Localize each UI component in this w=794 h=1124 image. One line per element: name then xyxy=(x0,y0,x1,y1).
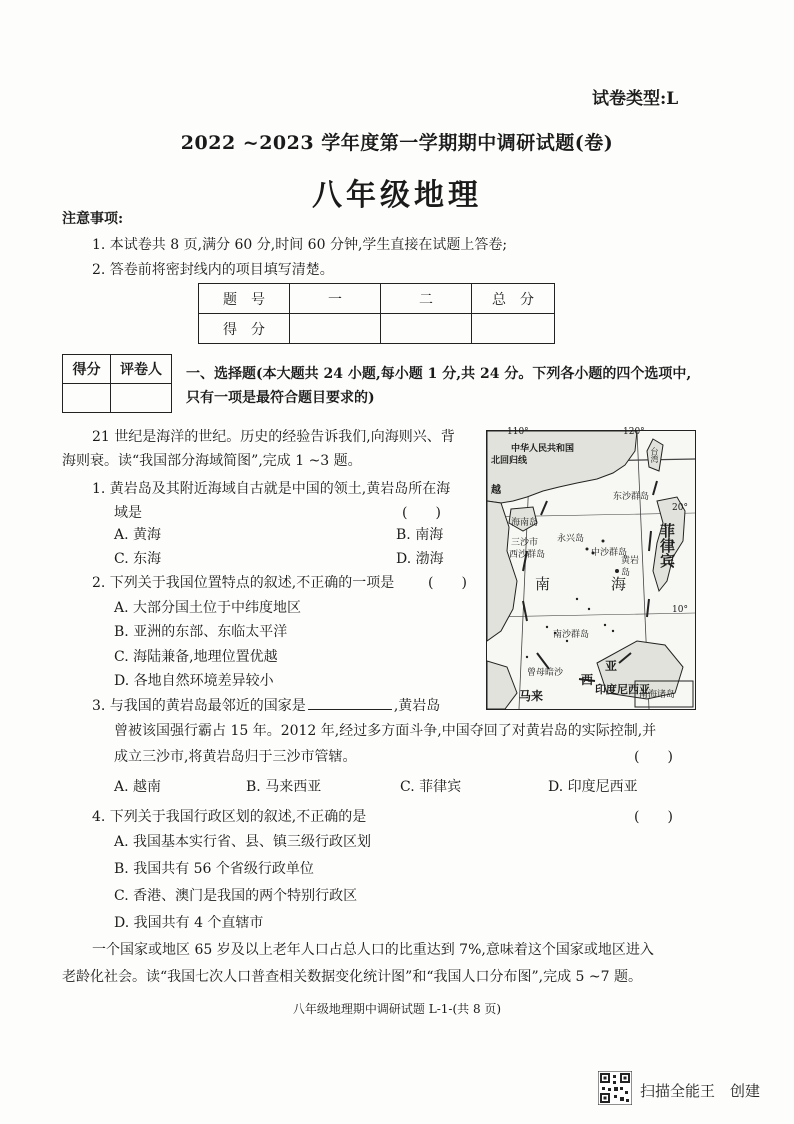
grader-score-label: 得分 xyxy=(63,355,111,384)
score-header-label: 题 号 xyxy=(199,284,290,314)
intro2-line-2: 老龄化社会。读“我国七次人口普查相关数据变化统计图”和“我国人口分布图”,完成 5 ~7 题。 xyxy=(62,969,642,985)
map-label-hai: 海 xyxy=(611,575,627,593)
map-label-malai: 马来 xyxy=(519,689,544,703)
question-2-answer-paren[interactable]: ( ) xyxy=(428,575,467,591)
question-3-stem-part-b: ,黄岩岛 xyxy=(393,698,441,714)
map-lon-110: 110° xyxy=(507,427,529,437)
map-label-dongsha: 东沙群岛 xyxy=(613,492,650,502)
scanner-watermark: 扫描全能王 创建 xyxy=(640,1082,761,1100)
question-4-option-d[interactable]: D. 我国共有 4 个直辖市 xyxy=(114,915,264,931)
question-1-stem: 1. 黄岩岛及其附近海域自古就是中国的领土,黄岩岛所在海 xyxy=(92,481,451,497)
qr-code-icon xyxy=(598,1071,632,1105)
map-label-yongxing: 永兴岛 xyxy=(557,534,585,544)
question-4-option-b[interactable]: B. 我国共有 56 个省级行政单位 xyxy=(114,861,314,877)
question-3-stem-line-3: 成立三沙市,将黄岩岛归于三沙市管辖。 xyxy=(114,749,357,765)
subject-title: 八年级地理 xyxy=(312,178,482,213)
question-1-option-d[interactable]: D. 渤海 xyxy=(396,551,444,567)
question-4-stem: 4. 下列关于我国行政区划的叙述,不正确的是 xyxy=(92,809,367,825)
map-label-sansha: 三沙市 xyxy=(511,538,539,548)
map-label-nansha: 南沙群岛 xyxy=(553,630,590,640)
question-3-option-d[interactable]: D. 印度尼西亚 xyxy=(548,779,638,795)
score-table xyxy=(198,283,555,344)
question-1-stem-cont: 域是 xyxy=(114,505,142,521)
question-3-stem-line-2: 曾被该国强行霸占 15 年。2012 年,经过多方面斗争,中国夺回了对黄岩岛的实际控制,并 xyxy=(114,723,657,739)
paper-type-label: 试卷类型:L xyxy=(592,89,679,109)
map-label-hainan: 海南岛 xyxy=(511,518,539,528)
map-inset-label: 南海诸岛 xyxy=(639,690,676,700)
map-label-zengmu: 曾母暗沙 xyxy=(527,668,564,678)
question-3-option-a[interactable]: A. 越南 xyxy=(114,779,162,795)
grader-name-label: 评卷人 xyxy=(111,355,172,384)
note-item-1: 1. 本试卷共 8 页,满分 60 分,时间 60 分钟,学生直接在试题上答卷; xyxy=(92,237,508,253)
question-2-option-d[interactable]: D. 各地自然环境差异较小 xyxy=(114,673,274,689)
score-header-part1: 一 xyxy=(290,284,381,314)
score-header-part2: 二 xyxy=(381,284,472,314)
question-2-option-c[interactable]: C. 海陆兼备,地理位置优越 xyxy=(114,649,278,665)
map-label-xi: 西 xyxy=(581,673,594,687)
question-3-answer-paren[interactable]: ( ) xyxy=(634,749,673,765)
notes-heading: 注意事项: xyxy=(62,211,124,227)
intro-line-2: 海则衰。读“我国部分海域简图”,完成 1 ~3 题。 xyxy=(62,453,362,469)
south-china-sea-map xyxy=(486,427,696,710)
score-cell-part2 xyxy=(381,314,472,344)
score-cell-total xyxy=(472,314,555,344)
map-lat-20: 20° xyxy=(672,503,688,513)
map-label-tropic: 北回归线 xyxy=(491,456,528,466)
question-3-stem-part-a: 3. 与我国的黄岩岛最邻近的国家是 xyxy=(92,698,306,714)
grader-name-cell xyxy=(111,384,172,413)
question-3-option-c[interactable]: C. 菲律宾 xyxy=(400,779,462,795)
map-label-philippines: 菲律宾 xyxy=(658,523,676,568)
section-1-heading: 一、选择题(本大题共 24 小题,每小题 1 分,共 24 分。下列各小题的四个选项中,只有一项是最符合题目要求的) xyxy=(186,366,692,406)
page-footer: 八年级地理期中调研试题 L-1-(共 8 页) xyxy=(292,1002,502,1016)
question-3-blank[interactable] xyxy=(308,697,392,710)
score-cell-part1 xyxy=(290,314,381,344)
score-header-total: 总 分 xyxy=(472,284,555,314)
map-label-zhongsha: 中沙群岛 xyxy=(591,548,628,558)
question-1-answer-paren[interactable]: ( ) xyxy=(402,505,441,521)
grader-score-cell xyxy=(63,384,111,413)
map-label-nan: 南 xyxy=(535,575,551,593)
question-4-option-a[interactable]: A. 我国基本实行省、县、镇三级行政区划 xyxy=(114,834,372,850)
map-label-china: 中华人民共和国 xyxy=(511,444,575,454)
question-2-option-b[interactable]: B. 亚洲的东部、东临太平洋 xyxy=(114,624,288,640)
note-item-2: 2. 答卷前将密封线内的项目填写清楚。 xyxy=(92,262,334,278)
map-lat-10: 10° xyxy=(672,605,688,615)
question-3-stem xyxy=(92,695,440,715)
question-4-option-c[interactable]: C. 香港、澳门是我国的两个特别行政区 xyxy=(114,888,358,904)
question-2-stem: 2. 下列关于我国位置特点的叙述,不正确的一项是 xyxy=(92,575,395,591)
question-1-option-b[interactable]: B. 南海 xyxy=(396,527,444,543)
score-row-label: 得 分 xyxy=(199,314,290,344)
question-3-option-b[interactable]: B. 马来西亚 xyxy=(246,779,322,795)
question-4-answer-paren[interactable]: ( ) xyxy=(634,809,673,825)
map-label-yue: 越 xyxy=(491,485,501,496)
question-2-option-a[interactable]: A. 大部分国土位于中纬度地区 xyxy=(114,600,302,616)
map-label-ya: 亚 xyxy=(605,659,618,673)
map-label-huangyan: 黄岩岛 xyxy=(621,556,640,578)
intro-line-1: 21 世纪是海洋的世纪。历史的经验告诉我们,向海则兴、背 xyxy=(92,429,455,445)
exam-title: 2022 ~2023 学年度第一学期期中调研试题(卷) xyxy=(180,132,614,154)
map-graphic xyxy=(487,431,695,709)
question-1-option-c[interactable]: C. 东海 xyxy=(114,551,162,567)
grader-box xyxy=(62,354,172,413)
map-label-indonesia: 印度尼西亚 xyxy=(595,683,650,696)
map-label-xisha: 西沙群岛 xyxy=(509,550,546,560)
map-label-taiwan: 台湾 xyxy=(650,447,659,463)
map-lon-120: 120° xyxy=(623,427,645,437)
question-1-option-a[interactable]: A. 黄海 xyxy=(114,527,162,543)
intro2-line-1: 一个国家或地区 65 岁及以上老年人口占总人口的比重达到 7%,意味着这个国家或地区进入 xyxy=(92,942,654,958)
